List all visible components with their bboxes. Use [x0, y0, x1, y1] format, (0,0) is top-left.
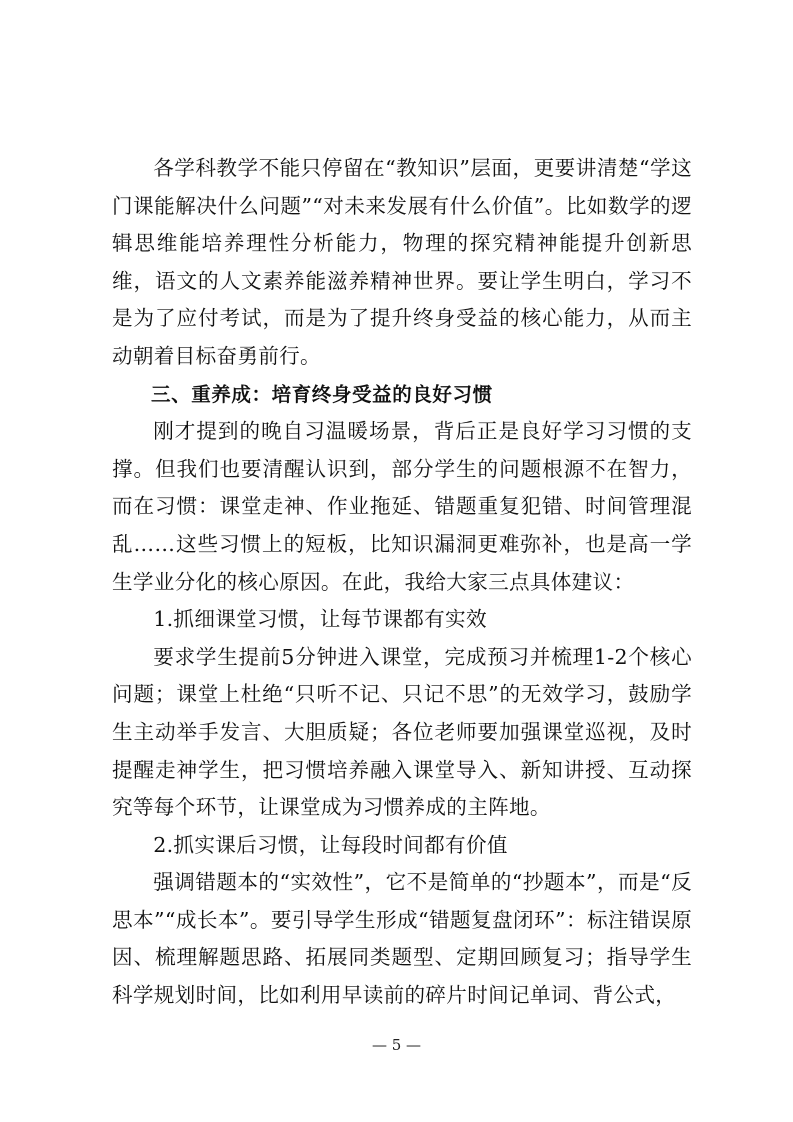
subheading-2: 2.抓实课后习惯，让每段时间都有价值 [153, 832, 508, 857]
document-body [112, 150, 692, 1015]
body-paragraph-4: 强调错题本的“实效性”，它不是简单的“抄题本”，而是“反思本”“成长本”。要引导学生形成“错题复盘闭环”：标注错误原因、梳理解题思路、拓展同类题型、定期回顾复习；指导学生科学规划时间，比如利用早读前的碎片时间记单词、背公式， [112, 870, 692, 1008]
body-paragraph-2: 刚才提到的晚自习温暖场景，背后正是良好学习习惯的支撑。但我们也要清醒认识到，部分学生的问题根源不在智力，而在习惯：课堂走神、作业拖延、错题重复犯错、时间管理混乱……这些习惯上的短板，比知识漏洞更难弥补，也是高一学生学业分化的核心原因。在此，我给大家三点具体建议： [112, 419, 692, 594]
page-number: — 5 — [371, 1036, 422, 1054]
section-heading-3: 三、重养成：培育终身受益的良好习惯 [151, 382, 493, 406]
body-paragraph-1: 各学科教学不能只停留在“教知识”层面，更要讲清楚“学这门课能解决什么问题”“对未来发展有什么价值”。比如数学的逻辑思维能培养理性分析能力，物理的探究精神能提升创新思维，语文的人文素养能滋养精神世界。要让学生明白，学习不是为了应付考试，而是为了提升终身受益的核心能力，从而主动朝着目标奋勇前行。 [112, 156, 692, 368]
body-paragraph-3: 要求学生提前5分钟进入课堂，完成预习并梳理1-2个核心问题；课堂上杜绝“只听不记、只记不思”的无效学习，鼓励学生主动举手发言、大胆质疑；各位老师要加强课堂巡视，及时提醒走神学生，把习惯培养融入课堂导入、新知讲授、互动探究等每个环节，让课堂成为习惯养成的主阵地。 [112, 644, 692, 820]
subheading-1: 1.抓细课堂习惯，让每节课都有实效 [153, 607, 487, 632]
